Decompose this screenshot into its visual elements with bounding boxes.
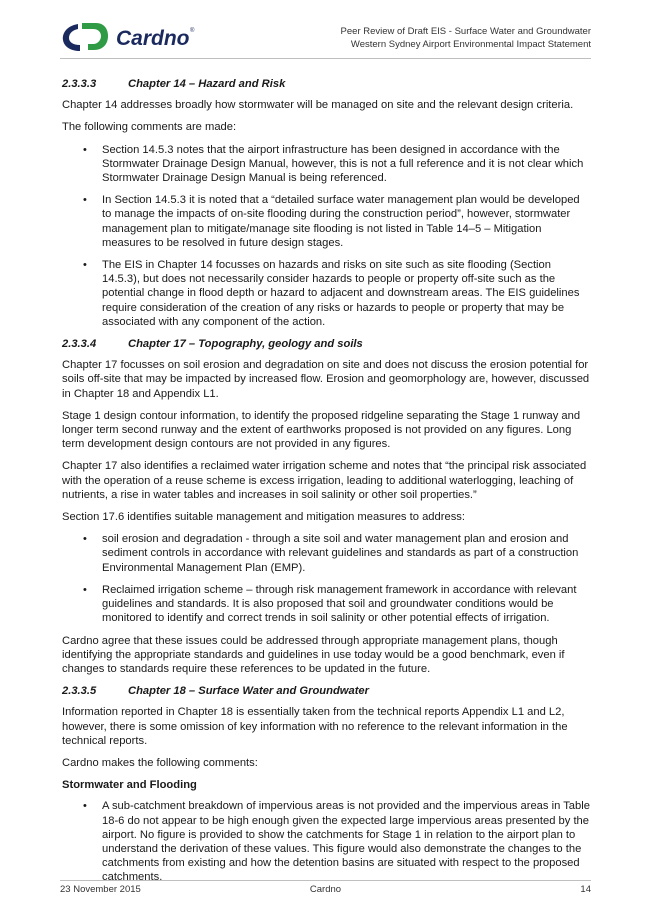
document-title-line2: Western Sydney Airport Environmental Impact Statement <box>350 38 591 50</box>
bullet-list <box>62 532 590 625</box>
bullet-icon: • <box>83 583 87 596</box>
footer-company: Cardno <box>309 884 342 895</box>
bullet-icon: • <box>83 800 87 813</box>
page-number: 14 <box>580 884 591 895</box>
list-item <box>62 143 590 186</box>
document-title-line1: Peer Review of Draft EIS - Surface Water and Groundwater <box>340 26 591 37</box>
section-heading <box>62 684 590 698</box>
section-number: 2.3.3.3 <box>62 78 97 90</box>
cardno-logo-mark <box>60 20 220 54</box>
list-item-text: A sub-catchment breakdown of impervious areas is not provided and the impervious areas in Table 18-6 do not appear to be high enough given the expected large impervious areas presented by the airport. No figure is provided to show the catchments for Stage 1 in relation to the airport plan to understand the derivation of these values. This figure would also demonstrate the changes to the catchments from existing and how the detention basins are situated with respect to the proposed catchments. <box>102 800 590 884</box>
section-number: 2.3.3.4 <box>62 338 97 351</box>
bullet-icon: • <box>83 143 87 156</box>
footer-divider <box>60 880 591 881</box>
paragraph: The following comments are made: <box>62 121 237 134</box>
bullet-list <box>62 799 590 884</box>
list-item <box>62 532 590 575</box>
paragraph: Cardno agree that these issues could be addressed through appropriate management plans, though identifying the appropriate standards and guidelines in use today would be a good benchmark, even if changes to standards require these references to be updated in the future. <box>62 634 565 675</box>
list-item-text: In Section 14.5.3 it is noted that a “detailed surface water management plan would be developed to manage the impacts of on-site flooding during the construction period”, however, stormwater management plan to mitigate/manage site flooding is not listed in Table 14–5 – Mitigation measures to be resolved in future design stages. <box>102 194 580 249</box>
section-title: Chapter 17 – Topography, geology and soils <box>128 338 363 351</box>
footer-date: 23 November 2015 <box>60 884 141 895</box>
svg-text:Cardno: Cardno <box>116 27 190 50</box>
list-item-text: Section 14.5.3 notes that the airport infrastructure has been designed in accordance with the Stormwater Drainage Design Manual, however, this is not a full reference and it is not clear which Stormwater Drainage Design Manual is being referenced. <box>102 143 584 185</box>
section-heading <box>62 337 590 351</box>
paragraph: Chapter 17 focusses on soil erosion and degradation on site and does not discuss the erosion potential for soils off-site that may be impacted by increased flow. Erosion and geomorphology are, however, discussed in Chapter 18 and Appendix L1. <box>62 359 590 400</box>
cardno-logo <box>60 20 220 54</box>
list-item-text: The EIS in Chapter 14 focusses on hazards and risks on site such as site flooding (Section 14.5.3), but does not necessarily consider hazards to people or property off-site such as the potential change in flood depth or hazard to adjacent and downstream areas. The EIS guidelines require consideration of the creation of any risks or hazards to people or property that may be associated with any component of the action. <box>102 259 580 328</box>
section-title: Chapter 14 – Hazard and Risk <box>128 78 286 90</box>
bullet-icon: • <box>83 259 87 272</box>
list-item <box>62 583 590 626</box>
header-divider <box>60 58 591 59</box>
page-header <box>0 0 653 62</box>
svg-text:®: ® <box>190 28 195 34</box>
document-title <box>341 26 591 51</box>
bullet-icon: • <box>83 194 87 207</box>
paragraph: Cardno makes the following comments: <box>62 756 258 769</box>
paragraph: Chapter 14 addresses broadly how stormwater will be managed on site and the relevant design criteria. <box>62 99 574 112</box>
section-number: 2.3.3.5 <box>62 685 97 698</box>
paragraph: Chapter 17 also identifies a reclaimed water irrigation scheme and notes that “the principal risk associated with the operation of a reuse scheme is excess irrigation, leading to additional waterlogging, leaching of nutrients, a rise in water tables and increases in soil salinity or other soil properties.” <box>62 460 587 501</box>
paragraph: Stage 1 design contour information, to identify the proposed ridgeline separating the Stage 1 runway and longer term second runway and the extent of earthworks proposed is not provided on any figures. Long term development design contours are not provided in any figures. <box>62 409 581 451</box>
list-item <box>62 193 590 250</box>
list-item <box>62 258 590 329</box>
section-heading <box>62 77 590 91</box>
subsection-heading: Stormwater and Flooding <box>62 779 197 792</box>
list-item-text: soil erosion and degradation - through a site soil and water management plan and erosion and sediment controls in accordance with relevant guidelines and standards as part of a construction Environmental Management Plan (EMP). <box>102 533 579 574</box>
paragraph: Section 17.6 identifies suitable management and mitigation measures to address: <box>62 511 465 524</box>
list-item-text: Reclaimed irrigation scheme – through risk management framework in accordance with relevant guidelines and standards. It is also proposed that soil and groundwater conditions would be monitored to identify and correct trends in soil salinity or other potential effects of irrigation. <box>102 583 577 625</box>
bullet-list <box>62 143 590 329</box>
list-item <box>62 799 590 884</box>
paragraph: Information reported in Chapter 18 is essentially taken from the technical reports Appendix L1 and L2, however, there is some omission of key information with no reference to the relevant information in the technical reports. <box>62 706 568 747</box>
bullet-icon: • <box>83 533 87 546</box>
page-content <box>62 77 590 893</box>
section-title: Chapter 18 – Surface Water and Groundwater <box>128 685 370 698</box>
